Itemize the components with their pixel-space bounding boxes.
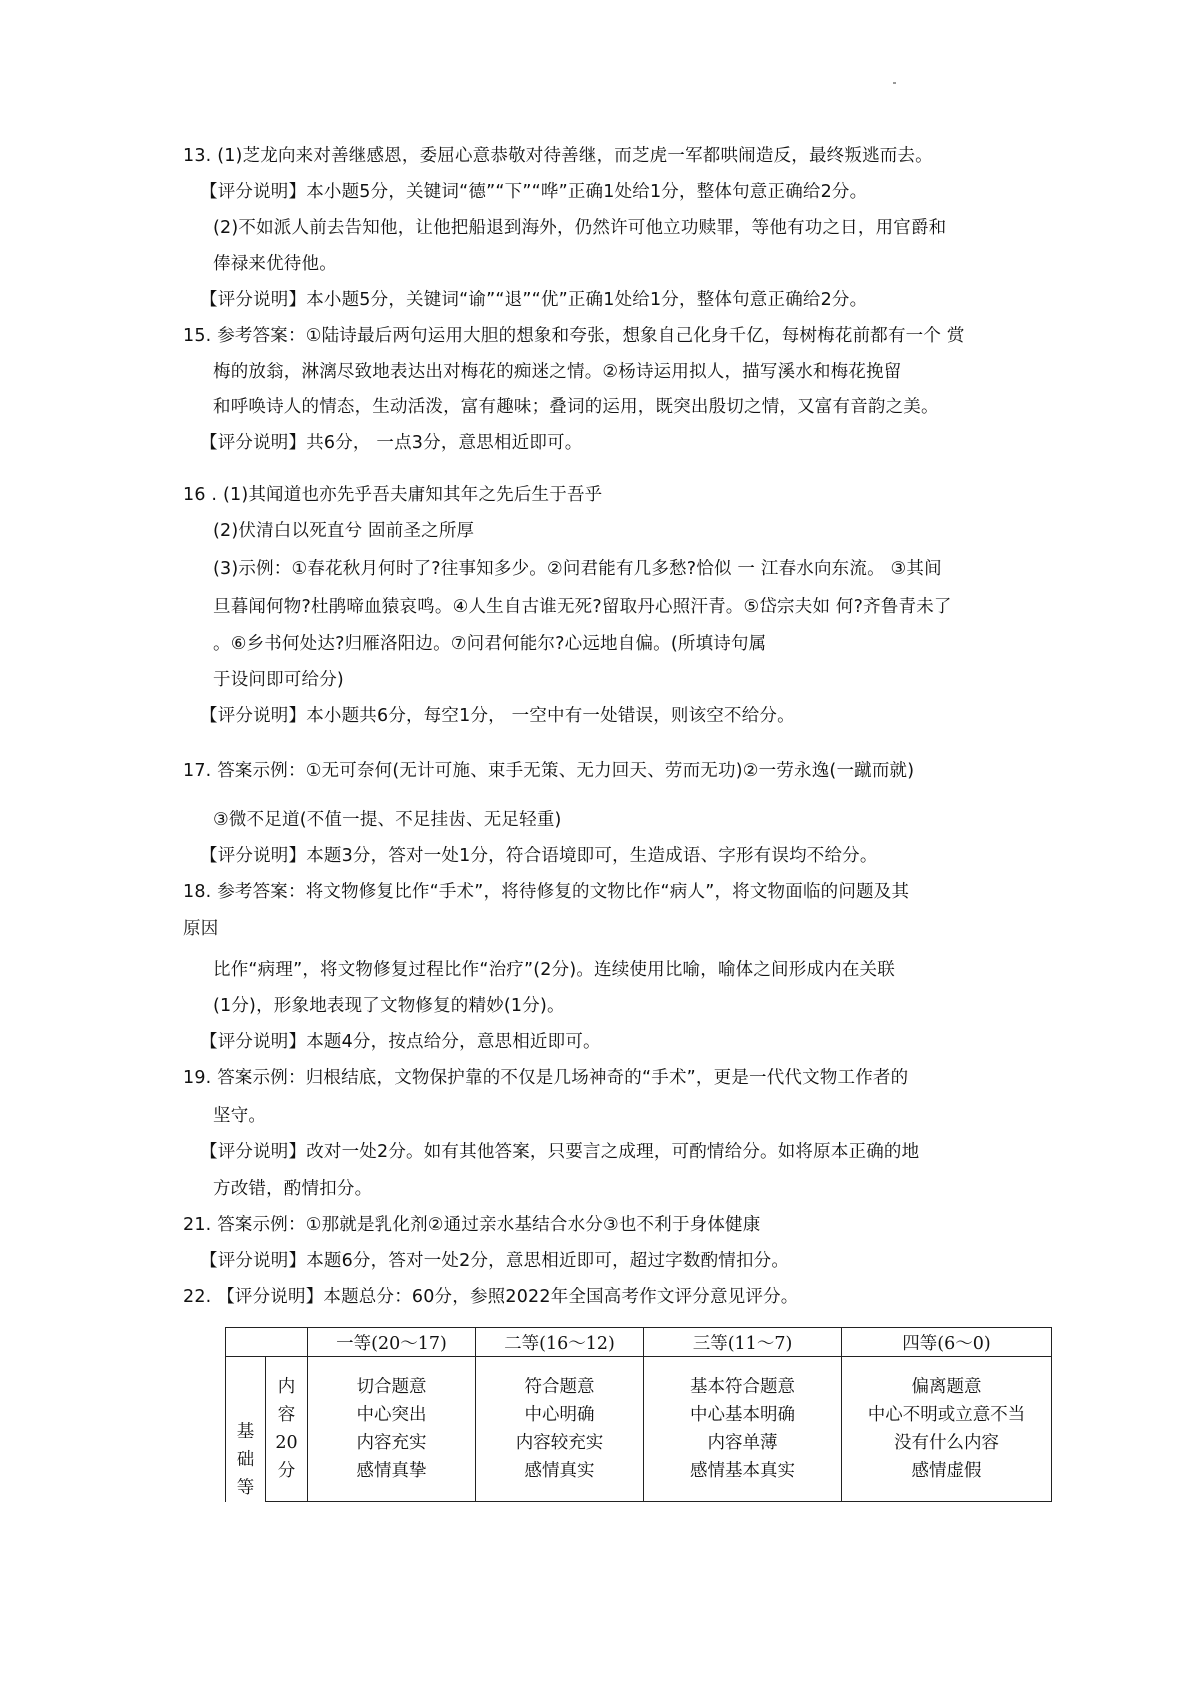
table-header-row [226, 1328, 1052, 1357]
q15-answer-line-1: 15. 参考答案：①陆诗最后两句运用大胆的想象和夸张，想象自己化身千亿，每树梅花前都有一个 赏 [183, 326, 965, 346]
row-label-char: 容 [277, 1405, 296, 1425]
criterion-text: 基本符合题意 [690, 1377, 795, 1397]
q13-answer-1: 13. (1)芝龙向来对善继感恩，委屈心意恭敬对待善继，而芝虎一军都哄闹造反，最终叛逃而去。 [183, 146, 933, 166]
q18-answer-line-1: 18. 参考答案：将文物修复比作“手术”，将待修复的文物比作“病人”，将文物面临的问题及其 [183, 882, 910, 902]
criterion-text: 偏离题意 [911, 1377, 982, 1397]
q17-grading-note: 【评分说明】本题3分，答对一处1分，符合语境即可，生造成语、字形有误均不给分。 [200, 846, 878, 866]
criterion-text: 内容充实 [356, 1433, 427, 1453]
q15-grading-note: 【评分说明】共6分， 一点3分，意思相近即可。 [200, 433, 583, 453]
q16-answer-3-line-2: 旦暮闻何物?杜鹃啼血猿哀鸣。④人生自古谁无死?留取丹心照汗青。⑤岱宗夫如 何?齐鲁青未了 [213, 597, 952, 617]
q16-answer-3-line-4: 于设问即可给分) [213, 670, 344, 690]
scan-speck [893, 82, 896, 84]
essay-grading-table [225, 1327, 1052, 1502]
table-corner-cell [226, 1328, 308, 1357]
criterion-text: 中心基本明确 [690, 1405, 795, 1425]
table-row-content [226, 1357, 1052, 1502]
header-grade-3: 三等(11～7) [644, 1328, 842, 1357]
group-label-char: 础 [236, 1449, 255, 1470]
q13-grading-note-1: 【评分说明】本小题5分，关键词“德”“下”“哗”正确1处给1分，整体句意正确给2分。 [200, 182, 868, 202]
cell-grade-3 [644, 1357, 842, 1502]
row-label-char: 20 [275, 1433, 298, 1453]
q17-answer-line-1: 17. 答案示例：①无可奈何(无计可施、束手无策、无力回天、劳而无功)②一劳永逸(一蹴而就) [183, 761, 915, 781]
header-grade-2: 二等(16～12) [476, 1328, 644, 1357]
q19-answer-line-2: 坚守。 [213, 1106, 267, 1126]
q18-answer-line-3: 比作“病理”，将文物修复过程比作“治疗”(2分)。连续使用比喻，喻体之间形成内在关联 [213, 960, 895, 980]
q18-grading-note: 【评分说明】本题4分，按点给分，意思相近即可。 [200, 1032, 601, 1052]
group-label-char: 等 [236, 1477, 255, 1498]
q19-grading-note-line-2: 方改错，酌情扣分。 [213, 1179, 373, 1199]
header-grade-1: 一等(20～17) [308, 1328, 476, 1357]
row-label-content-20 [266, 1357, 308, 1502]
header-grade-4: 四等(6～0) [842, 1328, 1052, 1357]
q16-answer-3-line-1: (3)示例：①春花秋月何时了?往事知多少。②问君能有几多愁?恰似 一 江春水向东流。 ③其间 [213, 559, 942, 579]
criterion-text: 感情真实 [524, 1461, 595, 1481]
criterion-text: 内容单薄 [707, 1433, 778, 1453]
q16-answer-1: 16 . (1)其闻道也亦先乎吾夫庸知其年之先后生于吾乎 [183, 485, 603, 505]
criterion-text: 感情虚假 [911, 1461, 982, 1481]
q15-answer-line-2: 梅的放翁，淋漓尽致地表达出对梅花的痴迷之情。②杨诗运用拟人，描写溪水和梅花挽留 [213, 362, 902, 382]
q22-grading-note: 22. 【评分说明】本题总分：60分，参照2022年全国高考作文评分意见评分。 [183, 1287, 799, 1307]
criterion-text: 中心明确 [524, 1405, 595, 1425]
q17-answer-line-2: ③微不足道(不值一提、不足挂齿、无足轻重) [213, 810, 562, 830]
q21-grading-note: 【评分说明】本题6分，答对一处2分，意思相近即可，超过字数酌情扣分。 [200, 1251, 790, 1271]
cell-grade-4 [842, 1357, 1052, 1502]
q21-answer: 21. 答案示例：①那就是乳化剂②通过亲水基结合水分③也不利于身体健康 [183, 1215, 761, 1235]
row-label-char: 分 [277, 1461, 296, 1481]
criterion-text: 没有什么内容 [894, 1433, 999, 1453]
q19-answer-line-1: 19. 答案示例：归根结底，文物保护靠的不仅是几场神奇的“手术”，更是一代代文物工作者的 [183, 1068, 909, 1088]
group-label-char: 基 [236, 1421, 255, 1442]
row-label-char: 内 [277, 1377, 296, 1397]
criterion-text: 中心不明或立意不当 [867, 1405, 1026, 1425]
q13-answer-2-cont: 俸禄来优待他。 [213, 254, 337, 274]
criterion-text: 内容较充实 [515, 1433, 604, 1453]
q16-answer-2: (2)伏清白以死直兮 固前圣之所厚 [213, 521, 475, 541]
criterion-text: 感情真挚 [356, 1461, 427, 1481]
q15-answer-line-3: 和呼唤诗人的情态，生动活泼，富有趣味；叠词的运用，既突出殷切之情，又富有音韵之美。 [213, 397, 939, 417]
cell-grade-1 [308, 1357, 476, 1502]
group-label-basic [226, 1357, 266, 1502]
q19-grading-note-line-1: 【评分说明】改对一处2分。如有其他答案，只要言之成理，可酌情给分。如将原本正确的地 [200, 1142, 920, 1162]
criterion-text: 感情基本真实 [690, 1461, 795, 1481]
q16-answer-3-line-3: 。⑥乡书何处达?归雁洛阳边。⑦问君何能尔?心远地自偏。(所填诗句属 [213, 634, 767, 654]
criterion-text: 符合题意 [524, 1377, 595, 1397]
q16-grading-note: 【评分说明】本小题共6分，每空1分， 一空中有一处错误，则该空不给分。 [200, 706, 795, 726]
q18-answer-line-4: (1分)，形象地表现了文物修复的精妙(1分)。 [213, 996, 565, 1016]
criterion-text: 中心突出 [356, 1405, 427, 1425]
criterion-text: 切合题意 [356, 1377, 427, 1397]
q13-grading-note-2: 【评分说明】本小题5分，关键词“谕”“退”“优”正确1处给1分，整体句意正确给2分。 [200, 290, 868, 310]
cell-grade-2 [476, 1357, 644, 1502]
q18-answer-line-2: 原因 [183, 919, 219, 939]
q13-answer-2: (2)不如派人前去告知他，让他把船退到海外，仍然许可他立功赎罪，等他有功之日，用官爵和 [213, 218, 947, 238]
